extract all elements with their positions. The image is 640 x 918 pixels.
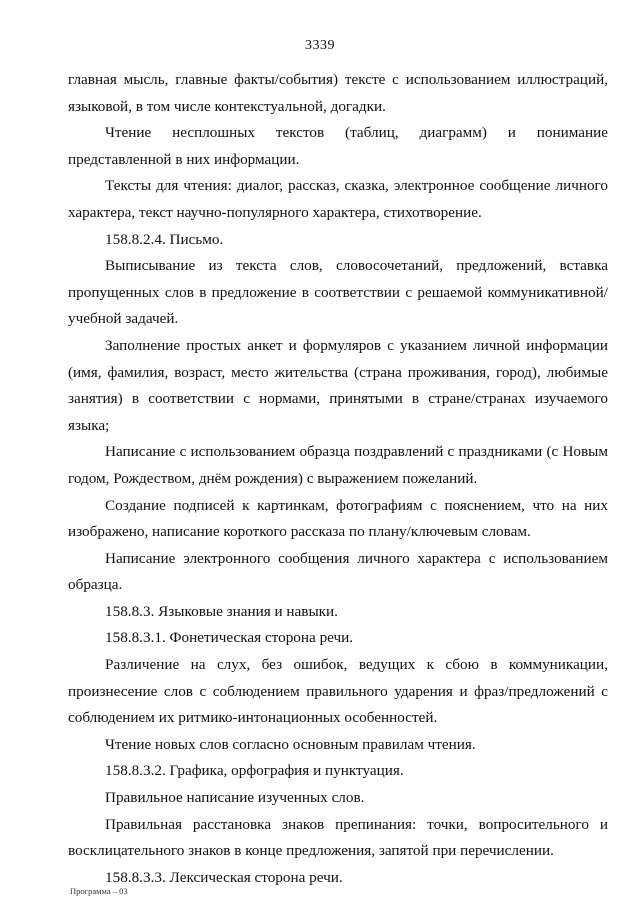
page-body bbox=[68, 67, 608, 891]
section-heading: 158.8.3.1. Фонетическая сторона речи. bbox=[105, 629, 354, 647]
paragraph: Написание с использованием образца поздравлений с праздниками (с Новым годом, Рождеством, днём рождения) с выражением пожеланий. bbox=[68, 443, 608, 487]
paragraph: Чтение несплошных текстов (таблиц, диаграмм) и понимание представленной в них информации. bbox=[68, 124, 608, 168]
footer-label: Программа – 03 bbox=[70, 886, 128, 896]
section-heading: 158.8.3.3. Лексическая сторона речи. bbox=[105, 868, 343, 886]
section-heading: 158.8.2.4. Письмо. bbox=[105, 230, 224, 248]
paragraph: Выписывание из текста слов, словосочетаний, предложений, вставка пропущенных слов в предложение в соответствии с решаемой коммуникативной/учебной задачей. bbox=[68, 257, 608, 328]
paragraph: Создание подписей к картинкам, фотографиям с пояснением, что на них изображено, написание короткого рассказа по плану/ключевым словам. bbox=[68, 496, 608, 541]
paragraph: Правильное написание изученных слов. bbox=[105, 789, 365, 807]
paragraph: Заполнение простых анкет и формуляров с указанием личной информации (имя, фамилия, возраст, место жительства (страна проживания, город), любимые занятия) в соответствии с нормами, принятыми в стране/странах изучаемого языка; bbox=[68, 336, 608, 434]
section-heading: 158.8.3. Языковые знания и навыки. bbox=[105, 602, 338, 620]
section-heading: 158.8.3.2. Графика, орфография и пунктуация. bbox=[105, 762, 404, 780]
paragraph: Различение на слух, без ошибок, ведущих к сбою в коммуникации, произнесение слов с соблюдением правильного ударения и фраз/предложений с соблюдением их ритмико-интонационных особенностей. bbox=[68, 656, 608, 727]
paragraph: Чтение новых слов согласно основным правилам чтения. bbox=[105, 735, 476, 753]
page-number: 3339 bbox=[305, 38, 335, 53]
paragraph: Тексты для чтения: диалог, рассказ, сказка, электронное сообщение личного характера, текст научно-популярного характера, стихотворение. bbox=[68, 177, 608, 221]
paragraph-continuation: главная мысль, главные факты/события) тексте с использованием иллюстраций, языковой, в том числе контекстуальной, догадки. bbox=[68, 71, 608, 115]
paragraph: Правильная расстановка знаков препинания: точки, вопросительного и восклицательного знаков в конце предложения, запятой при перечислении. bbox=[68, 815, 608, 860]
paragraph: Написание электронного сообщения личного характера с использованием образца. bbox=[68, 549, 608, 594]
